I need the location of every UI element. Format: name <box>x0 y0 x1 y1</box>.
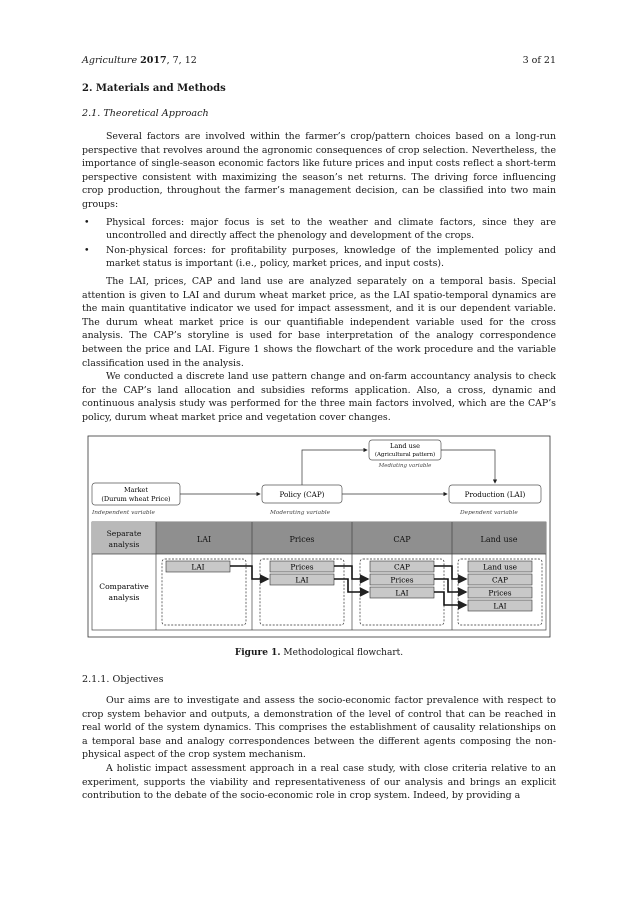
subsubsection-title: 2.1.1. Objectives <box>82 674 164 686</box>
separate-label-cell <box>92 522 156 554</box>
bullet-item <box>82 216 556 243</box>
c4-prices-text: Prices <box>488 588 512 598</box>
figure-1 <box>82 434 556 661</box>
paragraph-2: The LAI, prices, CAP and land use are analyzed separately on a temporal basis. Special attention is given to LAI and durum wheat market price, as the LAI spatio-temporal dynamics are the main quantitative indicator we used for impact assessment, and it is our dependent variable. The durum wheat market price is our quantifiable independent variable used for the cross analysis. The CAP’s storyline is used for base interpretation of the analogy correspondence between the price and LAI. Figure 1 shows the flowchart of the work procedure and the variable classification used in the analysis. <box>82 275 556 369</box>
c4-landuse-text: Land use <box>482 562 518 572</box>
journal-year: 2017 <box>140 55 167 66</box>
land-use-sublabel: (Agricultural pattern) <box>374 452 436 459</box>
moderating-label: Moderating variable <box>270 510 331 517</box>
c1-lai-text: LAI <box>191 562 205 572</box>
paragraph-5: A holistic impact assessment approach in a real case study, with close criteria relative to an experiment, supports the viability and representativeness of our analysis and brings an explicit contribution to the debate of the socio-economic role in crop system. Indeed, by providing a <box>82 763 556 802</box>
page-number: 3 of 21 <box>522 55 556 66</box>
independent-label: Independent variable <box>92 510 155 517</box>
market-sublabel: (Durum wheat Price) <box>101 495 171 504</box>
comparative-label: Comparative <box>99 582 149 592</box>
running-header <box>82 55 556 69</box>
caption-text: Methodological flowchart. <box>280 648 404 659</box>
paragraph-1: Several factors are involved within the farmer’s crop/pattern choices based on a long-run perspective that revolves around the agronomic consequences of crop selection. Nevertheless, the importance of single-season economic factors like future prices and input costs reflect a short-term perspective consistent with maximizing the season’s net returns. The driving force influencing crop production, throughout the farmer’s management decision, can be classified into two main groups: <box>82 131 556 210</box>
bullet-item <box>82 244 556 271</box>
separate-sublabel: analysis <box>108 540 140 550</box>
bullet-icon: • <box>84 216 90 228</box>
separate-label: Separate <box>106 529 142 539</box>
figure-caption <box>82 647 556 661</box>
bullet-icon: • <box>84 244 90 256</box>
body-text <box>82 82 556 803</box>
caption-label: Figure 1. <box>234 648 281 659</box>
c3-lai-text: LAI <box>395 588 409 598</box>
comparative-sublabel: analysis <box>108 593 140 603</box>
separate-analysis-row <box>92 522 546 554</box>
land-use-label: Land use <box>390 442 420 451</box>
journal-volume: , 7, 12 <box>166 55 197 66</box>
c2-lai-text: LAI <box>295 575 309 585</box>
mediating-label: Mediating variable <box>378 463 432 470</box>
c4-cap-text: CAP <box>492 575 508 585</box>
column-header-land-use: Land use <box>480 535 518 545</box>
production-label: Production (LAI) <box>464 490 526 500</box>
c2-prices-text: Prices <box>290 562 314 572</box>
bullet-text: Physical forces: major focus is set to the weather and climate factors, since they are uncontrolled and directly affect the phenology and development of the crops. <box>106 216 556 242</box>
journal-name: Agriculture <box>82 55 138 66</box>
subsection-title: 2.1. Theoretical Approach <box>82 108 209 119</box>
bullet-text: Non-physical forces: for profitability purposes, knowledge of the implemented policy and market status is important (i.e., policy, market prices, and input costs). <box>106 244 556 270</box>
c4-lai-text: LAI <box>493 601 507 611</box>
column-header-cap: CAP <box>393 535 411 545</box>
dependent-label: Dependent variable <box>460 510 518 517</box>
journal-citation <box>82 55 197 69</box>
paragraph-3: We conducted a discrete land use pattern change and on-farm accountancy analysis to check for the CAP’s land allocation and subsidies reforms application. Also, a cross, dynamic and continuous analysis study was performed for the three main factors involved, which are the CAP’s policy, durum wheat market price and vegetation cover changes. <box>82 371 556 423</box>
market-label: Market <box>123 486 149 495</box>
policy-label: Policy (CAP) <box>279 490 325 500</box>
column-header-lai: LAI <box>196 535 212 545</box>
paragraph-4: Our aims are to investigate and assess the socio-economic factor prevalence with respect to crop system behavior and outputs, a demonstration of the level of control that can be reached in real world of the system dynamics. This comprises the establishment of causality relationships on a temporal base and analogy correspondences between the different agents composing the non-physical aspect of the crop system mechanism. <box>82 695 556 761</box>
c3-cap-text: CAP <box>394 562 410 572</box>
methodological-flowchart <box>82 434 556 639</box>
column-header-prices: Prices <box>289 535 315 545</box>
bullet-list <box>82 216 556 271</box>
c3-prices-text: Prices <box>390 575 414 585</box>
section-title: 2. Materials and Methods <box>82 83 226 94</box>
